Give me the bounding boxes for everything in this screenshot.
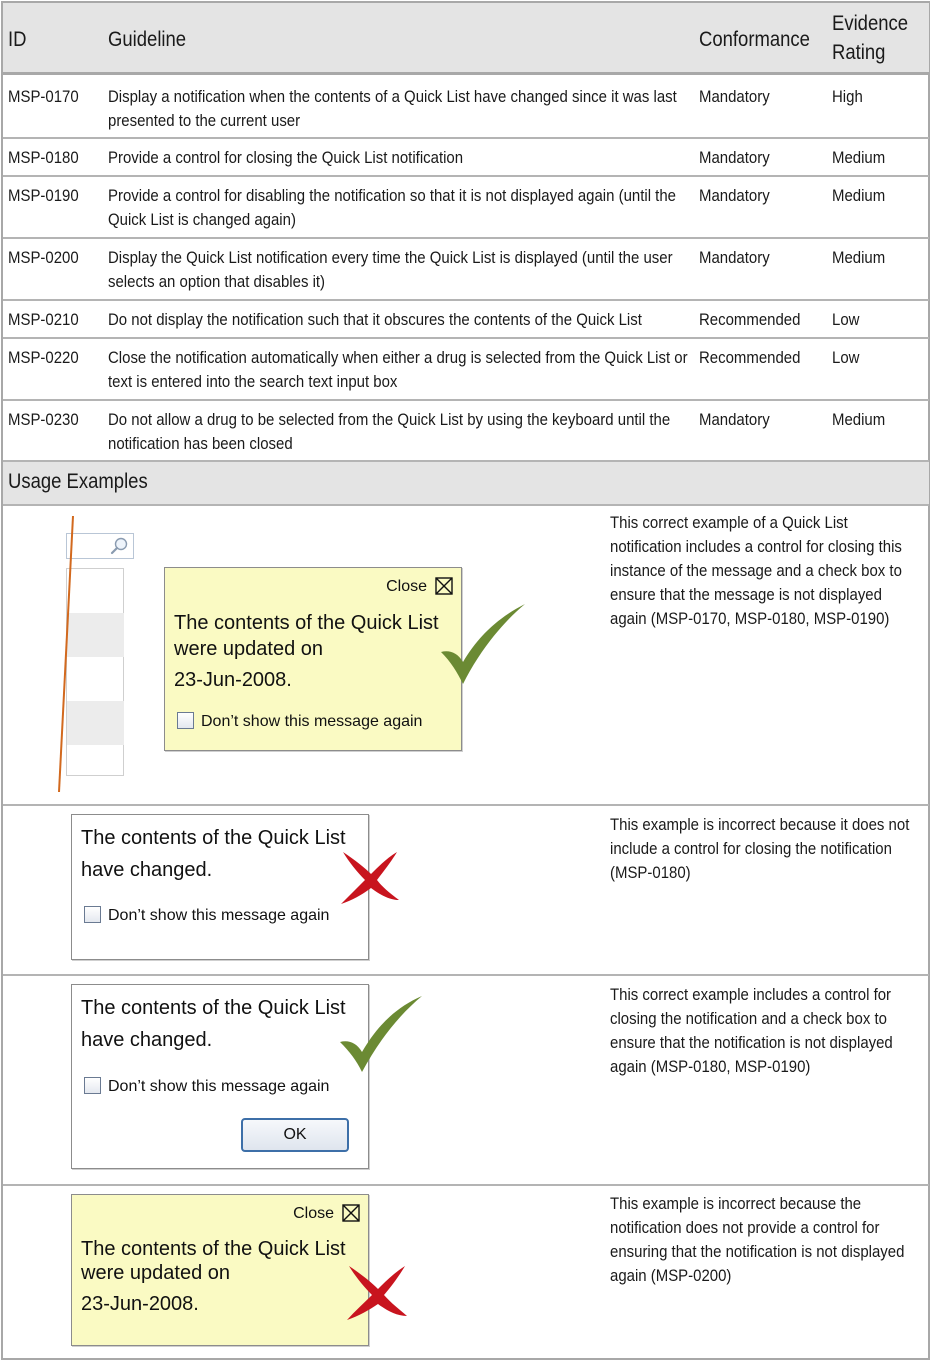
usage-example [3, 1186, 929, 1360]
usage-examples-title: Usage Examples [8, 470, 148, 493]
dont-show-checkbox[interactable] [84, 906, 329, 925]
row-id: MSP-0180 [8, 148, 79, 167]
row-evidence: Low [832, 310, 860, 329]
example-description: This example is incorrect because it does not include a control for closing the notification (MSP-0180) [610, 815, 910, 882]
row-conformance: Mandatory [699, 186, 770, 205]
example-description: This example is incorrect because the notification does not provide a control for ensuring that the notification is not displayed again (MSP-0200) [610, 1194, 905, 1285]
row-evidence: High [832, 87, 863, 106]
row-evidence: Medium [832, 410, 886, 429]
notification-text: The contents of the Quick List have changed. [81, 997, 346, 1051]
row-id: MSP-0220 [8, 348, 79, 367]
header-conformance: Conformance [699, 28, 810, 51]
table-row [3, 139, 929, 177]
usage-examples-header [3, 462, 929, 506]
row-guideline: Provide a control for closing the Quick List notification [108, 148, 464, 167]
table-row [3, 339, 929, 401]
table-header [3, 3, 929, 75]
table-row [3, 301, 929, 339]
row-evidence: Medium [832, 186, 886, 205]
quicklist-notification [71, 814, 369, 960]
header-guideline: Guideline [108, 28, 187, 51]
checkbox-label: Don’t show this message again [201, 713, 423, 730]
row-guideline: Do not display the notification such that it obscures the contents of the Quick List [108, 310, 642, 329]
notification-text: The contents of the Quick List were updated on 23-Jun-2008. [81, 1238, 346, 1315]
checkbox-box[interactable] [177, 712, 194, 729]
row-id: MSP-0210 [8, 310, 79, 329]
checkbox-box[interactable] [84, 1077, 101, 1094]
incorrect-cross-icon [335, 848, 401, 906]
ok-button[interactable]: OK [241, 1118, 349, 1152]
row-id: MSP-0170 [8, 87, 79, 106]
search-icon[interactable] [108, 536, 130, 556]
example-description: This correct example of a Quick List notification includes a control for closing this instance of the message and a check box to ensure that the message is not displayed again (MSP-0170, MSP-0180, MSP-0190) [610, 513, 902, 628]
close-icon[interactable] [342, 1204, 360, 1222]
row-evidence: Medium [832, 248, 886, 267]
row-guideline: Display a notification when the contents of a Quick List have changed since it was last presented to the current user [108, 87, 677, 130]
usage-example [3, 806, 929, 976]
row-id: MSP-0230 [8, 410, 79, 429]
checkbox-label: Don’t show this message again [108, 907, 330, 924]
checkbox-label: Don’t show this message again [108, 1078, 330, 1095]
dont-show-checkbox[interactable] [177, 712, 422, 731]
table-row [3, 78, 929, 139]
table-row [3, 177, 929, 239]
quicklist-notification [71, 1194, 369, 1346]
header-id: ID [8, 28, 27, 51]
incorrect-cross-icon [341, 1262, 409, 1322]
row-evidence: Low [832, 348, 860, 367]
row-conformance: Recommended [699, 348, 801, 367]
notification-text: The contents of the Quick List were updated on 23-Jun-2008. [174, 612, 439, 691]
quicklist-notification [164, 567, 462, 751]
row-guideline: Do not allow a drug to be selected from the Quick List by using the keyboard until the notification has been closed [108, 410, 671, 453]
row-conformance: Recommended [699, 310, 801, 329]
example-description: This correct example includes a control for closing the notification and a check box to ensure that the notification is not displayed again (MSP-0180, MSP-0190) [610, 985, 893, 1076]
usage-example [3, 506, 929, 806]
row-guideline: Close the notification automatically when either a drug is selected from the Quick List or text is entered into the search text input box [108, 348, 688, 391]
close-control[interactable] [293, 1204, 360, 1223]
close-label[interactable]: Close [293, 1205, 334, 1222]
usage-example [3, 976, 929, 1186]
quicklist-notification [71, 984, 369, 1169]
row-evidence: Medium [832, 148, 886, 167]
correct-tick-icon [336, 994, 426, 1076]
row-conformance: Mandatory [699, 410, 770, 429]
correct-tick-icon [437, 602, 529, 688]
header-evidence: Evidence Rating [832, 12, 909, 64]
table-row [3, 239, 929, 301]
row-conformance: Mandatory [699, 87, 770, 106]
close-control[interactable] [386, 577, 453, 596]
row-id: MSP-0190 [8, 186, 79, 205]
row-conformance: Mandatory [699, 148, 770, 167]
dont-show-checkbox[interactable] [84, 1077, 329, 1096]
row-conformance: Mandatory [699, 248, 770, 267]
close-icon[interactable] [435, 577, 453, 595]
row-id: MSP-0200 [8, 248, 79, 267]
row-guideline: Display the Quick List notification every time the Quick List is displayed (until the user selects an option that disables it) [108, 248, 673, 291]
checkbox-box[interactable] [84, 906, 101, 923]
close-label[interactable]: Close [386, 578, 427, 595]
screen-edge-line [55, 514, 79, 794]
table-row [3, 401, 929, 462]
row-guideline: Provide a control for disabling the notification so that it is not displayed again (until the Quick List is changed again) [108, 186, 676, 229]
notification-text: The contents of the Quick List have changed. [81, 827, 346, 881]
